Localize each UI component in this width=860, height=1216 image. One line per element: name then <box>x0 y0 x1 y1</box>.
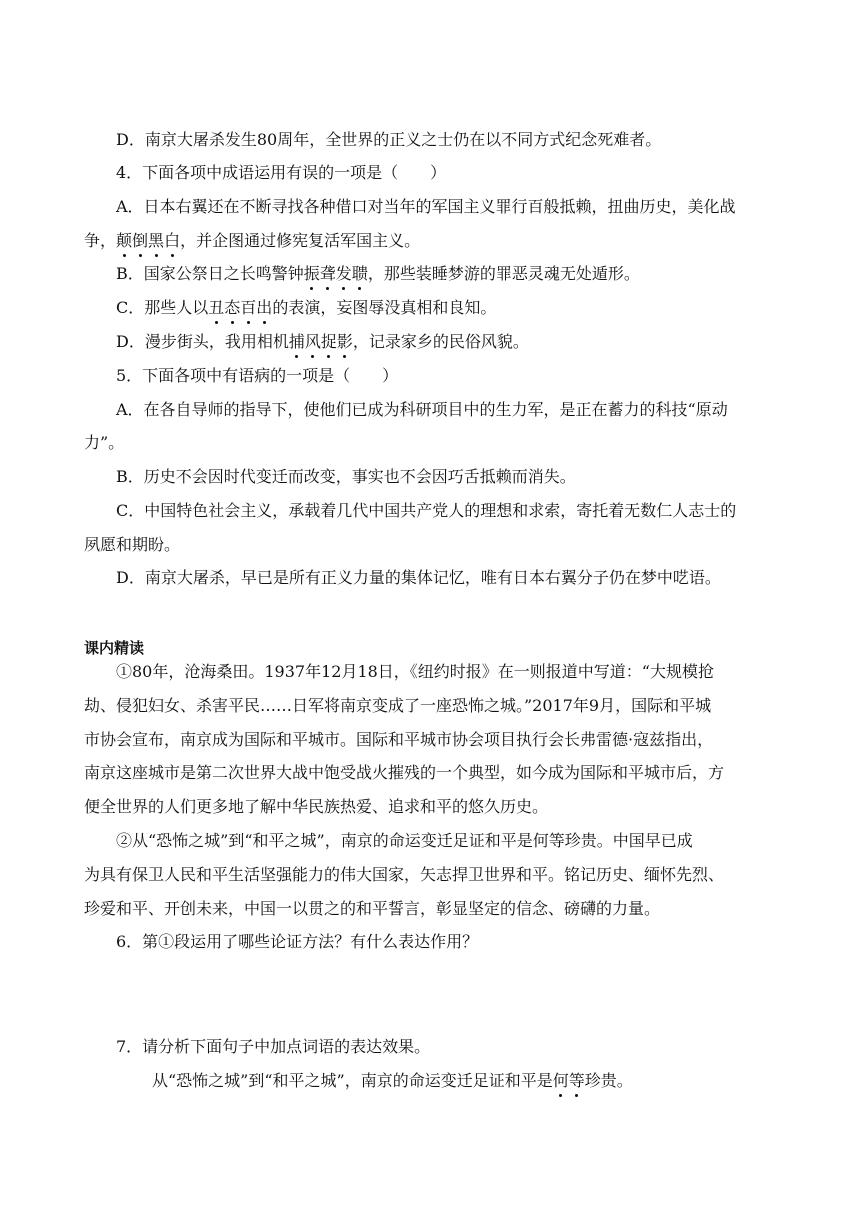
dotted-char: 捕 <box>289 330 305 354</box>
q4-option-a-line2 <box>84 229 784 253</box>
dotted-char: 捉 <box>321 330 337 354</box>
text-segment: 珍贵。 <box>584 1071 633 1090</box>
question-5-stem: 5．下面各项中有语病的一项是（ ） <box>116 366 399 385</box>
dotted-char: 丑 <box>208 296 224 320</box>
dotted-char: 影 <box>337 330 353 354</box>
passage-p1-line4: 南京这座城市是第二次世界大战中饱受战火摧残的一个典型，如今成为国际和平城市后，方 <box>84 763 725 782</box>
passage-p1-line5: 便全世界的人们更多地了解中华民族热爱、追求和平的悠久历史。 <box>84 797 549 816</box>
dotted-char: 发 <box>336 262 352 286</box>
q5-option-b: B．历史不会因时代变迁而改变，事实也不会因巧舌抵赖而消失。 <box>116 467 576 486</box>
dotted-char: 倒 <box>132 229 148 253</box>
text-segment: ，并企图通过修宪复活军国主义。 <box>180 231 421 250</box>
dotted-char: 黑 <box>148 229 164 253</box>
text-segment: 从“恐怖之城”到“和平之城”，南京的命运变迁足证和平是 <box>152 1071 553 1090</box>
dotted-char: 态 <box>224 296 240 320</box>
passage-p1-line2: 劫、侵犯妇女、杀害平民……日军将南京变成了一座恐怖之城。”2017年9月，国际和平城 <box>84 696 712 715</box>
dotted-char: 出 <box>256 296 272 320</box>
q5-option-c-line2: 夙愿和期盼。 <box>84 535 181 554</box>
q5-option-a-line1: A．在各自导师的指导下，使他们已成为科研项目中的生力军，是正在蓄力的科技“原动 <box>116 400 728 419</box>
q3-option-d: D．南京大屠杀发生80周年，全世界的正义之士仍在以不同方式纪念死难者。 <box>116 130 662 149</box>
q4-option-b <box>116 262 816 286</box>
question-4-stem: 4．下面各项中成语运用有误的一项是（ ） <box>116 163 447 182</box>
question-7: 7．请分析下面句子中加点词语的表达效果。 <box>116 1037 431 1056</box>
text-segment: B．国家公祭日之长鸣警钟 <box>116 264 304 283</box>
question-6: 6．第①段运用了哪些论证方法？有什么表达作用？ <box>116 932 479 951</box>
dotted-char: 风 <box>305 330 321 354</box>
q4-option-c <box>116 296 816 320</box>
q7-sentence <box>152 1069 852 1093</box>
passage-p1-line1: ①80年，沧海桑田。1937年12月18日，《纽约时报》在一则报道中写道：“大规模抢 <box>116 662 714 681</box>
dotted-char: 聩 <box>352 262 368 286</box>
q5-option-c-line1: C．中国特色社会主义，承载着几代中国共产党人的理想和求索，寄托着无数仁人志士的 <box>116 501 737 520</box>
dotted-char: 白 <box>164 229 180 253</box>
text-segment: 争， <box>84 231 117 250</box>
dotted-char: 颠 <box>116 229 132 253</box>
q5-option-a-line2: 力”。 <box>84 433 125 452</box>
q4-option-d <box>116 330 816 354</box>
section-heading: 课内精读 <box>84 639 145 657</box>
dotted-char: 等 <box>569 1069 585 1093</box>
dotted-char: 百 <box>240 296 256 320</box>
passage-p2-line2: 为具有保卫人民和平生活坚强能力的伟大国家，矢志捍卫世界和平。铭记历史、缅怀先烈、 <box>84 865 725 884</box>
dotted-char: 振 <box>304 262 320 286</box>
text-segment: 的表演，妄图辱没真相和良知。 <box>272 298 497 317</box>
text-segment: D．漫步街头，我用相机 <box>116 332 289 351</box>
passage-p2-line3: 珍爱和平、开创未来，中国一以贯之的和平誓言，彰显坚定的信念、磅礴的力量。 <box>84 899 661 918</box>
text-segment: ，记录家乡的民俗风貌。 <box>352 332 529 351</box>
dotted-char: 聋 <box>320 262 336 286</box>
dotted-char: 何 <box>553 1069 569 1093</box>
passage-p1-line3: 市协会宣布，南京成为国际和平城市。国际和平城市协会项目执行会长弗雷德·寇兹指出， <box>84 730 714 749</box>
q4-option-a-line1: A．日本右翼还在不断寻找各种借口对当年的军国主义罪行百般抵赖，扭曲历史，美化战 <box>116 197 736 216</box>
q5-option-d: D．南京大屠杀，早已是所有正义力量的集体记忆，唯有日本右翼分子仍在梦中呓语。 <box>116 568 721 587</box>
text-segment: ，那些装睡梦游的罪恶灵魂无处遁形。 <box>367 264 640 283</box>
text-segment: C．那些人以 <box>116 298 209 317</box>
passage-p2-line1: ②从“恐怖之城”到“和平之城”，南京的命运变迁足证和平是何等珍贵。中国早已成 <box>116 831 693 850</box>
